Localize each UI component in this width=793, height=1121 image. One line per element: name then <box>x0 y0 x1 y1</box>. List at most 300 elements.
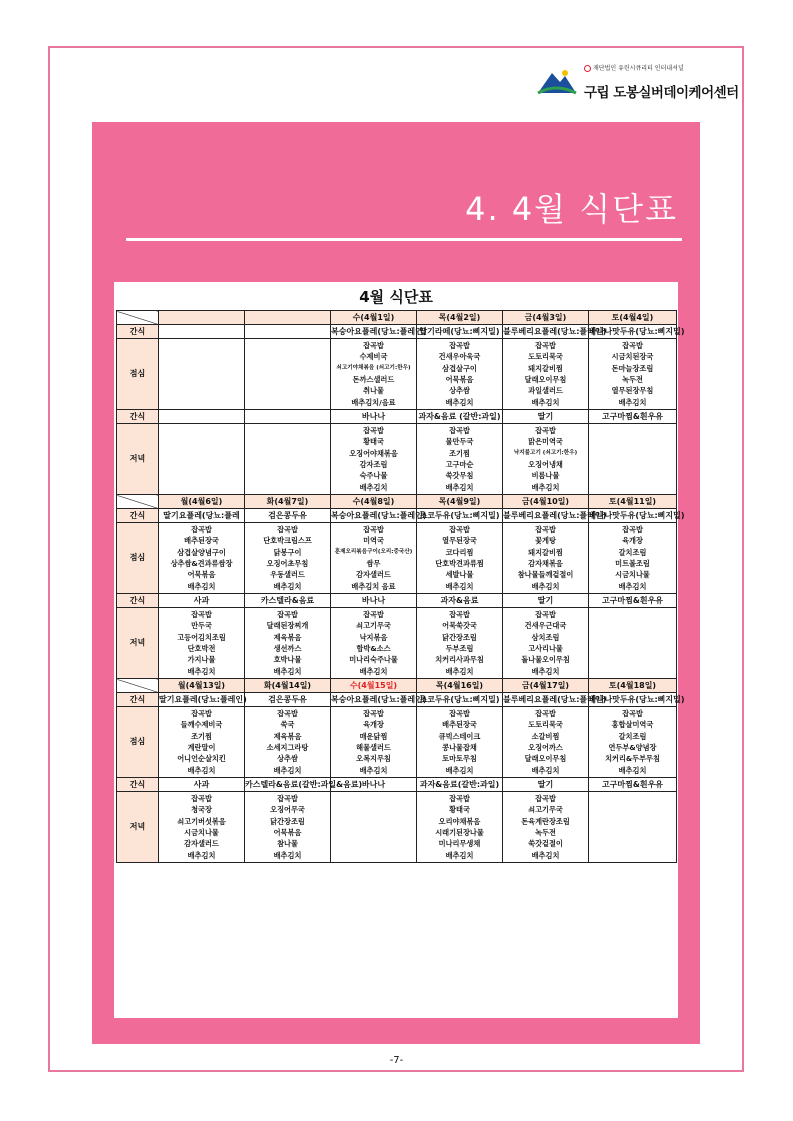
dinner-cell <box>589 424 677 495</box>
lunch-row <box>117 523 677 594</box>
snack-cell: 과자&음료 (갈반:과일) <box>417 410 503 424</box>
menu-item: 치커리사과무침 <box>435 655 484 665</box>
menu-item: 토마토무침 <box>442 754 477 764</box>
lunch-cell <box>589 707 677 778</box>
snack-cell: 고구마찜&흰우유 <box>589 410 677 424</box>
snack-cell: 과자&음료 <box>417 594 503 608</box>
lunch-row <box>117 339 677 410</box>
menu-item: 호박나물 <box>273 655 302 665</box>
menu-item: 잡곡밥 <box>449 425 470 435</box>
menu-item: 갈치조림 <box>618 731 647 741</box>
menu-item: 과일샐러드 <box>528 386 563 396</box>
menu-item: 황태국 <box>363 437 384 447</box>
menu-item: 연두부&양념장 <box>608 743 657 752</box>
menu-item: 쑥국 <box>280 720 295 730</box>
menu-item: 감자채볶음 <box>528 559 563 568</box>
menu-item: 잡곡밥 <box>449 340 470 350</box>
menu-item: 계란말이 <box>187 743 216 752</box>
snack-cell: 바나나맛두유(당뇨:삐지밀) <box>589 325 677 339</box>
snack-cell: 블루베리요플레(당뇨:플레인) <box>503 509 589 523</box>
menu-item: 홍합살미역국 <box>611 720 654 730</box>
snack-cell: 딸기라떼(당뇨:삐지밀) <box>417 325 503 339</box>
snack-cell: 바나나 <box>331 594 417 608</box>
mountain-logo-icon <box>536 67 578 97</box>
center-name: 구립 도봉실버데이케어센터 <box>584 85 739 101</box>
section-title: 4. 4월 식단표 <box>465 190 678 228</box>
dinner-cell <box>159 608 245 679</box>
day-header: 수(4월8일) <box>331 495 417 509</box>
lunch-cell <box>245 523 331 594</box>
menu-item: 시금치나물 <box>184 828 219 837</box>
menu-item: 열무된장무침 <box>611 386 654 396</box>
menu-item: 쑥갓겉절이 <box>528 839 563 849</box>
menu-item: 만두국 <box>191 621 212 631</box>
menu-item: 돈육계란장조림 <box>521 816 570 826</box>
dinner-row <box>117 424 677 495</box>
menu-item: 잡곡밥 <box>449 793 470 803</box>
menu-item: 상추쌈&견과류쌈장 <box>170 559 233 568</box>
menu-item: 열무된장국 <box>442 536 477 546</box>
day-header: 화(4월7일) <box>245 495 331 509</box>
menu-item: 감자샐러드 <box>356 570 391 580</box>
day-header <box>159 311 245 325</box>
menu-item: 배추된장국 <box>184 536 219 546</box>
menu-item: 오징어무국 <box>270 805 305 815</box>
menu-item: 배추김치 <box>618 397 647 407</box>
menu-item: 오리야채볶음 <box>438 816 481 826</box>
menu-item: 녹두전 <box>535 828 556 837</box>
lunch-cell <box>503 339 589 410</box>
dinner-cell <box>331 792 417 863</box>
menu-item: 조기찜 <box>191 731 212 741</box>
menu-item: 잡곡밥 <box>449 609 470 619</box>
menu-item: 잡곡밥 <box>363 340 384 350</box>
day-header: 금(4월17일) <box>503 679 589 693</box>
snack-cell: 바나나맛두유(당뇨:삐지밀) <box>589 509 677 523</box>
menu-item: 감자조림 <box>359 460 388 469</box>
menu-item: 배추김치 <box>187 666 216 676</box>
menu-item: 미트볼조림 <box>615 559 650 568</box>
menu-item: 잡곡밥 <box>449 524 470 534</box>
menu-item: 청국장 <box>191 805 212 815</box>
menu-item: 미나리무생채 <box>438 839 481 849</box>
menu-item: 잡곡밥 <box>277 708 298 718</box>
menu-item: 상추쌈 <box>449 386 470 396</box>
menu-item: 돼지갈비찜 <box>528 547 563 557</box>
menu-item: 갈치조림 <box>618 547 647 557</box>
day-header <box>245 311 331 325</box>
snack-cell <box>159 325 245 339</box>
snack-cell: 딸기요플레(당뇨:플레 <box>159 509 245 523</box>
lunch-cell <box>159 707 245 778</box>
menu-item: 배추김치 <box>187 850 216 860</box>
section-panel <box>92 122 700 1044</box>
menu-item: 건새우아욱국 <box>438 352 481 362</box>
lunch-cell <box>331 339 417 410</box>
dinner-cell <box>589 792 677 863</box>
snack-cell: 딸기 <box>503 778 589 792</box>
day-header: 목(4월9일) <box>417 495 503 509</box>
week-header-row <box>117 311 677 325</box>
menu-item: 훈제오리볶음구이(오리:중국산) <box>334 548 413 555</box>
menu-item: 어묵쑥갓국 <box>442 621 477 631</box>
day-header: 화(4월14일) <box>245 679 331 693</box>
menu-item: 제육볶음 <box>273 632 302 642</box>
day-header: 수(4월15일) <box>331 679 417 693</box>
corner-cell <box>117 495 159 509</box>
menu-item: 취나물 <box>363 386 384 396</box>
menu-item: 배추김치 <box>445 765 474 775</box>
menu-item: 배추된장국 <box>442 720 477 730</box>
menu-item: 두부조림 <box>445 644 474 653</box>
menu-item: 잡곡밥 <box>535 425 556 435</box>
snack-cell: 딸기 <box>503 410 589 424</box>
menu-item: 잡곡밥 <box>191 793 212 803</box>
menu-item: 어묵볶음 <box>273 828 302 837</box>
menu-item: 쇠고기야채볶음 (쇠고기:한우) <box>336 364 411 371</box>
menu-item: 달래오이무침 <box>524 754 567 764</box>
menu-item: 시래기된장나물 <box>435 828 484 837</box>
snack-row <box>117 325 677 339</box>
menu-item: 잡곡밥 <box>535 793 556 803</box>
menu-item: 오징어까스 <box>528 743 563 752</box>
lunch-cell <box>159 339 245 410</box>
snack-cell <box>245 325 331 339</box>
menu-item: 배추김치 <box>187 581 216 591</box>
menu-item: 잡곡밥 <box>363 609 384 619</box>
menu-item: 고구마순 <box>445 460 474 469</box>
menu-item: 배추김치 <box>531 850 560 860</box>
menu-item: 배추김치 <box>531 765 560 775</box>
snack-cell: 초코두유(당뇨:삐지밀) <box>417 509 503 523</box>
menu-item: 배추김치 <box>531 397 560 407</box>
snack-cell: 딸기 <box>503 594 589 608</box>
menu-item: 배추김치 <box>445 581 474 591</box>
dinner-cell <box>503 792 589 863</box>
dinner-row <box>117 608 677 679</box>
snack-cell: 바나나 <box>331 778 417 792</box>
snack-row <box>117 693 677 707</box>
row-label-lunch: 점심 <box>117 523 159 594</box>
menu-item: 상추쌈 <box>277 754 298 764</box>
snack-cell: 사과 <box>159 594 245 608</box>
menu-item: 잡곡밥 <box>363 524 384 534</box>
menu-item: 배추김치 <box>531 482 560 492</box>
menu-item: 배추김치/음료 <box>351 397 396 407</box>
menu-item: 오징어냉채 <box>528 460 563 469</box>
menu-item: 배추김치 <box>445 482 474 492</box>
menu-item: 비름나물 <box>531 471 560 481</box>
menu-item: 육개장 <box>363 720 384 730</box>
menu-item: 어묵볶음 <box>187 570 216 580</box>
snack-cell: 과자&음료(갈반:과일) <box>417 778 503 792</box>
menu-item: 조기찜 <box>449 448 470 458</box>
snack-cell: 사과 <box>159 778 245 792</box>
menu-item: 어니언순살치킨 <box>177 754 226 764</box>
row-label-lunch: 점심 <box>117 707 159 778</box>
menu-item: 오징어초무침 <box>266 559 309 568</box>
dinner-cell <box>245 608 331 679</box>
menu-item: 우동샐러드 <box>270 570 305 580</box>
menu-title: 4월 식단표 <box>359 288 433 306</box>
day-header: 금(4월3일) <box>503 311 589 325</box>
menu-item: 삼겹살양념구이 <box>177 547 226 557</box>
snack-cell: 블루베리요플레(당뇨:플레인) <box>503 693 589 707</box>
menu-item: 잡곡밥 <box>535 609 556 619</box>
row-label-snack: 간식 <box>117 594 159 608</box>
row-label-lunch: 점심 <box>117 339 159 410</box>
snack-cell: 복숭아요플레(당뇨:플레인) <box>331 325 417 339</box>
menu-item: 잡곡밥 <box>622 524 643 534</box>
snack-cell: 바나나 <box>331 410 417 424</box>
menu-item: 참나물 <box>277 839 298 849</box>
dinner-cell <box>503 608 589 679</box>
day-header: 월(4월13일) <box>159 679 245 693</box>
day-header: 목(4월16일) <box>417 679 503 693</box>
snack-cell <box>159 410 245 424</box>
snack-cell: 검은콩두유 <box>245 509 331 523</box>
snack-cell: 블루베리요플레(당뇨:플레인) <box>503 325 589 339</box>
day-header: 수(4월1일) <box>331 311 417 325</box>
lunch-cell <box>503 707 589 778</box>
day-header: 금(4월10일) <box>503 495 589 509</box>
menu-item: 황태국 <box>449 805 470 815</box>
menu-item: 잡곡밥 <box>191 708 212 718</box>
dinner-cell <box>245 792 331 863</box>
dinner-cell <box>331 608 417 679</box>
menu-item: 소갈비찜 <box>531 731 560 741</box>
foundation-mark-icon <box>584 65 591 72</box>
day-header: 목(4월2일) <box>417 311 503 325</box>
snack-cell <box>245 410 331 424</box>
menu-item: 소세지그라탕 <box>266 743 309 752</box>
menu-item: 시금치나물 <box>615 570 650 580</box>
menu-item: 큐빅스테이크 <box>438 731 481 741</box>
lunch-cell <box>331 523 417 594</box>
lunch-cell <box>417 339 503 410</box>
dinner-cell <box>245 424 331 495</box>
menu-item: 돼지갈비찜 <box>528 363 563 373</box>
menu-item: 잡곡밥 <box>535 708 556 718</box>
menu-item: 배추김치 <box>618 765 647 775</box>
lunch-cell <box>589 523 677 594</box>
menu-item: 해물샐러드 <box>356 743 391 752</box>
title-underline <box>126 238 682 241</box>
dinner-cell <box>331 424 417 495</box>
menu-item: 콩나물잡채 <box>442 743 477 752</box>
menu-item: 단호박견과류찜 <box>435 559 484 568</box>
menu-item: 달래오이무침 <box>524 375 567 384</box>
week-header-row <box>117 679 677 693</box>
menu-item: 어묵볶음 <box>445 375 474 384</box>
lunch-cell <box>503 523 589 594</box>
row-label-dinner: 저녁 <box>117 608 159 679</box>
menu-item: 잡곡밥 <box>363 708 384 718</box>
menu-item: 배추김치 <box>618 581 647 591</box>
menu-item: 수제비국 <box>359 352 388 362</box>
menu-item: 배추김치 <box>273 850 302 860</box>
snack-row <box>117 778 677 792</box>
snack-cell: 복숭아요플레(당뇨:플레인) <box>331 693 417 707</box>
menu-item: 도토리묵국 <box>528 720 563 730</box>
lunch-cell <box>331 707 417 778</box>
dinner-row <box>117 792 677 863</box>
lunch-cell <box>417 523 503 594</box>
menu-item: 쇠고기무국 <box>356 621 391 631</box>
menu-item: 참나물들깨겉절이 <box>517 570 574 580</box>
menu-item: 배추김치 <box>531 666 560 676</box>
menu-item: 건새우근대국 <box>524 621 567 631</box>
snack-row <box>117 509 677 523</box>
menu-item: 잡곡밥 <box>622 708 643 718</box>
menu-item: 잡곡밥 <box>277 524 298 534</box>
menu-item: 배추김치 <box>359 765 388 775</box>
menu-item: 코다리찜 <box>445 547 474 557</box>
menu-item: 잡곡밥 <box>535 524 556 534</box>
menu-item: 쑥갓무침 <box>445 471 474 481</box>
menu-item: 미나리숙주나물 <box>349 655 398 665</box>
menu-item: 닭간장조림 <box>270 816 305 826</box>
menu-item: 삼겹살구이 <box>442 363 477 373</box>
row-label-dinner: 저녁 <box>117 792 159 863</box>
menu-item: 배추김치 <box>273 666 302 676</box>
menu-item: 배추김치 <box>445 666 474 676</box>
lunch-cell <box>245 339 331 410</box>
menu-item: 배추김치 <box>273 581 302 591</box>
day-header: 토(4월18일) <box>589 679 677 693</box>
menu-item: 매운닭찜 <box>359 731 388 741</box>
menu-table <box>116 310 685 863</box>
menu-item: 낙지볶음 <box>359 632 388 642</box>
menu-item: 단호박크림스프 <box>263 536 312 546</box>
dinner-cell <box>159 424 245 495</box>
row-label-snack: 간식 <box>117 410 159 424</box>
menu-item: 배추김치 <box>531 581 560 591</box>
menu-item: 배추김치 <box>273 765 302 775</box>
menu-item: 잡곡밥 <box>277 609 298 619</box>
menu-item: 돌나물오이무침 <box>521 655 570 665</box>
menu-item: 미역국 <box>363 536 384 546</box>
dinner-cell <box>417 608 503 679</box>
lunch-cell <box>245 707 331 778</box>
row-label-dinner: 저녁 <box>117 424 159 495</box>
menu-item: 잡곡밥 <box>535 340 556 350</box>
snack-cell: 바나나맛두유(당뇨:삐지밀) <box>589 693 677 707</box>
snack-cell: 초코두유(당뇨:삐지밀) <box>417 693 503 707</box>
foundation-name: 재단법인 유린시큐리티 인터내셔널 <box>584 65 684 72</box>
menu-item: 잡곡밥 <box>191 609 212 619</box>
menu-item: 쇠고기버섯볶음 <box>177 816 226 826</box>
menu-item: 고등어김치조림 <box>177 632 226 642</box>
menu-item: 육개장 <box>622 536 643 546</box>
corner-cell <box>117 311 159 325</box>
menu-item: 잡곡밥 <box>277 793 298 803</box>
menu-item: 치커리&두부무침 <box>605 754 660 764</box>
menu-item: 잡곡밥 <box>191 524 212 534</box>
lunch-row <box>117 707 677 778</box>
menu-item: 배추김치 <box>359 482 388 492</box>
day-header: 토(4월11일) <box>589 495 677 509</box>
snack-cell: 고구마찜&흰우유 <box>589 594 677 608</box>
snack-cell: 검은콩두유 <box>245 693 331 707</box>
dinner-cell <box>417 424 503 495</box>
lunch-cell <box>589 339 677 410</box>
menu-item: 가지나물 <box>187 655 216 665</box>
menu-item: 오징어야채볶음 <box>349 448 398 458</box>
menu-item: 닭봉구이 <box>273 547 302 557</box>
menu-item: 단호박전 <box>187 644 216 653</box>
row-label-snack: 간식 <box>117 325 159 339</box>
menu-item: 배추김치 음료 <box>351 581 396 591</box>
menu-sheet <box>114 282 685 1018</box>
dinner-cell <box>589 608 677 679</box>
menu-item: 오복지무침 <box>356 754 391 764</box>
menu-item: 감자샐러드 <box>184 839 219 849</box>
menu-item: 녹두전 <box>622 375 643 384</box>
org-logo <box>536 63 746 103</box>
menu-item: 물만두국 <box>445 437 474 447</box>
menu-item: 배추김치 <box>445 850 474 860</box>
row-label-snack: 간식 <box>117 693 159 707</box>
menu-item: 달래된장찌개 <box>266 621 309 631</box>
menu-item: 돈마늘장조림 <box>611 363 654 373</box>
menu-item: 삼치조림 <box>531 632 560 642</box>
menu-item: 잡곡밥 <box>363 425 384 435</box>
menu-item: 배추김치 <box>359 666 388 676</box>
row-label-snack: 간식 <box>117 509 159 523</box>
menu-item: 쌈무 <box>366 559 381 568</box>
menu-item: 시금치된장국 <box>611 352 654 362</box>
snack-cell: 카스텔라&음료 <box>245 594 331 608</box>
corner-cell <box>117 679 159 693</box>
menu-item: 고사리나물 <box>528 644 563 653</box>
lunch-cell <box>159 523 245 594</box>
menu-item: 배추김치 <box>445 397 474 407</box>
menu-item: 숙주나물 <box>359 471 388 481</box>
week-header-row <box>117 495 677 509</box>
snack-cell: 복숭아요플레(당뇨:플레인) <box>331 509 417 523</box>
day-header: 월(4월6일) <box>159 495 245 509</box>
menu-item: 잡곡밥 <box>449 708 470 718</box>
menu-item: 세발나물 <box>445 570 474 580</box>
menu-item: 들깨수제비국 <box>180 720 223 730</box>
menu-item: 맑은미역국 <box>528 437 563 447</box>
snack-cell: 고구마찜&흰우유 <box>589 778 677 792</box>
dinner-cell <box>503 424 589 495</box>
snack-row <box>117 594 677 608</box>
menu-item: 잡곡밥 <box>622 340 643 350</box>
menu-item: 도토리묵국 <box>528 352 563 362</box>
day-header: 토(4월4일) <box>589 311 677 325</box>
lunch-cell <box>417 707 503 778</box>
menu-item: 배추김치 <box>187 765 216 775</box>
snack-cell: 딸기요플레(당뇨:플레인) <box>159 693 245 707</box>
menu-item: 제육볶음 <box>273 731 302 741</box>
dinner-cell <box>417 792 503 863</box>
snack-cell: 카스텔라&음료(갈반:과일&음료) <box>245 778 331 792</box>
menu-item: 돈까스샐러드 <box>352 375 395 384</box>
page-number: -7- <box>389 1055 404 1066</box>
menu-item: 함박&소스 <box>356 644 391 653</box>
dinner-cell <box>159 792 245 863</box>
menu-item: 낙지불고기 (쇠고기:한우) <box>513 449 578 456</box>
menu-item: 쇠고기무국 <box>528 805 563 815</box>
menu-item: 닭간장조림 <box>442 632 477 642</box>
menu-item: 꽃게탕 <box>535 536 556 546</box>
snack-row <box>117 410 677 424</box>
row-label-snack: 간식 <box>117 778 159 792</box>
menu-item: 생선까스 <box>273 644 302 653</box>
